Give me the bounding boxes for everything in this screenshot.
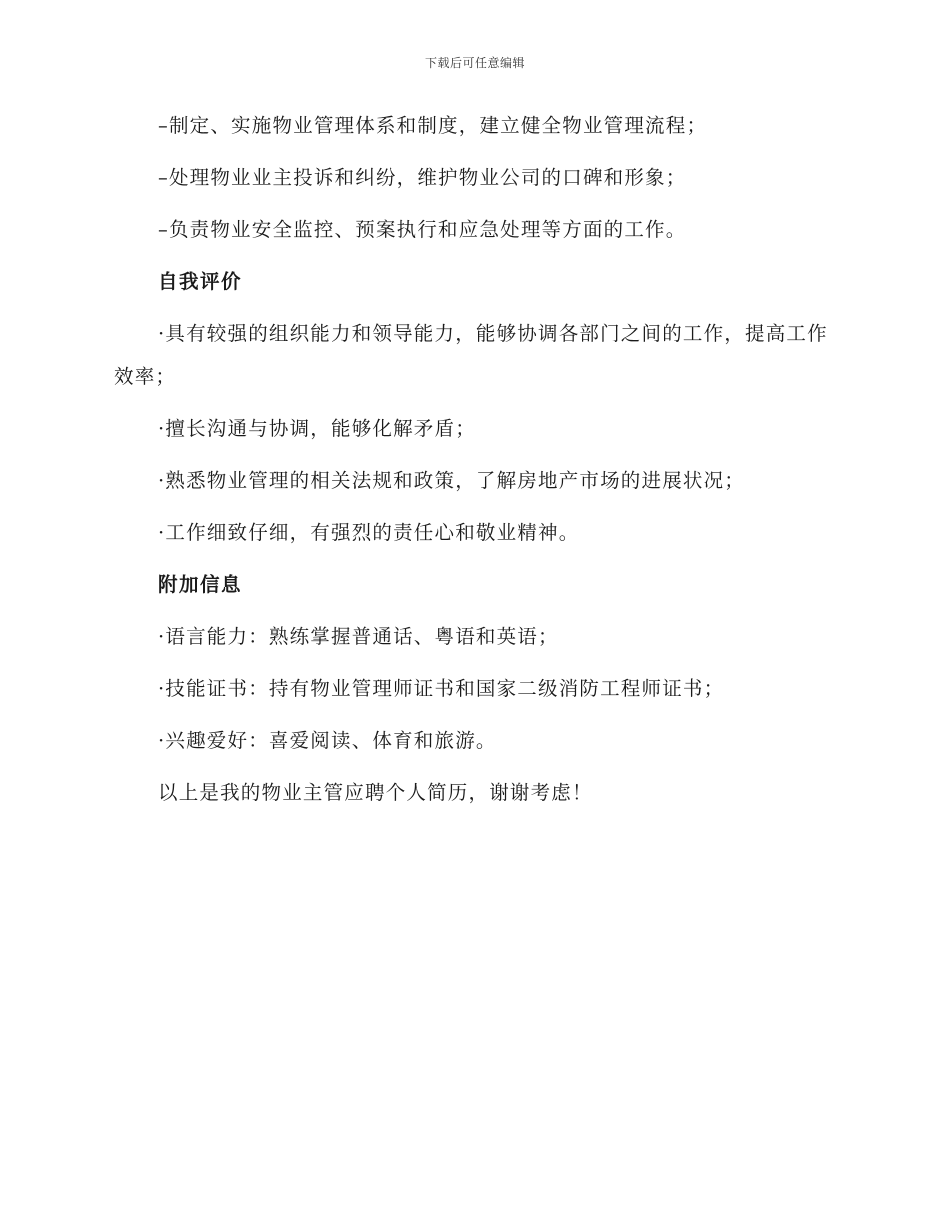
self-evaluation-item-1: ·具有较强的组织能力和领导能力，能够协调各部门之间的工作，提高工作效率； [114, 322, 828, 388]
additional-info-item-2: ·技能证书：持有物业管理师证书和国家二级消防工程师证书； [158, 677, 725, 700]
self-evaluation-item-4: ·工作细致仔细，有强烈的责任心和敬业精神。 [158, 521, 580, 544]
duty-item-1: –制定、实施物业管理体系和制度，建立健全物业管理流程； [158, 114, 708, 137]
additional-info-item-3: ·兴趣爱好：喜爱阅读、体育和旅游。 [158, 729, 497, 752]
header-note: 下载后可任意编辑 [424, 56, 525, 70]
self-evaluation-item-2: ·擅长沟通与协调，能够化解矛盾； [158, 417, 476, 440]
duty-item-2: –处理物业业主投诉和纠纷，维护物业公司的口碑和形象； [158, 166, 687, 189]
self-evaluation-item-3: ·熟悉物业管理的相关法规和政策，了解房地产市场的进展状况； [158, 469, 745, 492]
document-body [114, 104, 834, 823]
duty-item-3: –负责物业安全监控、预案执行和应急处理等方面的工作。 [158, 218, 687, 241]
closing-statement: 以上是我的物业主管应聘个人简历，谢谢考虑！ [158, 781, 593, 804]
section-heading-additional-info: 附加信息 [158, 573, 243, 596]
section-heading-self-evaluation: 自我评价 [158, 270, 243, 293]
additional-info-item-1: ·语言能力：熟练掌握普通话、粤语和英语； [158, 625, 559, 648]
